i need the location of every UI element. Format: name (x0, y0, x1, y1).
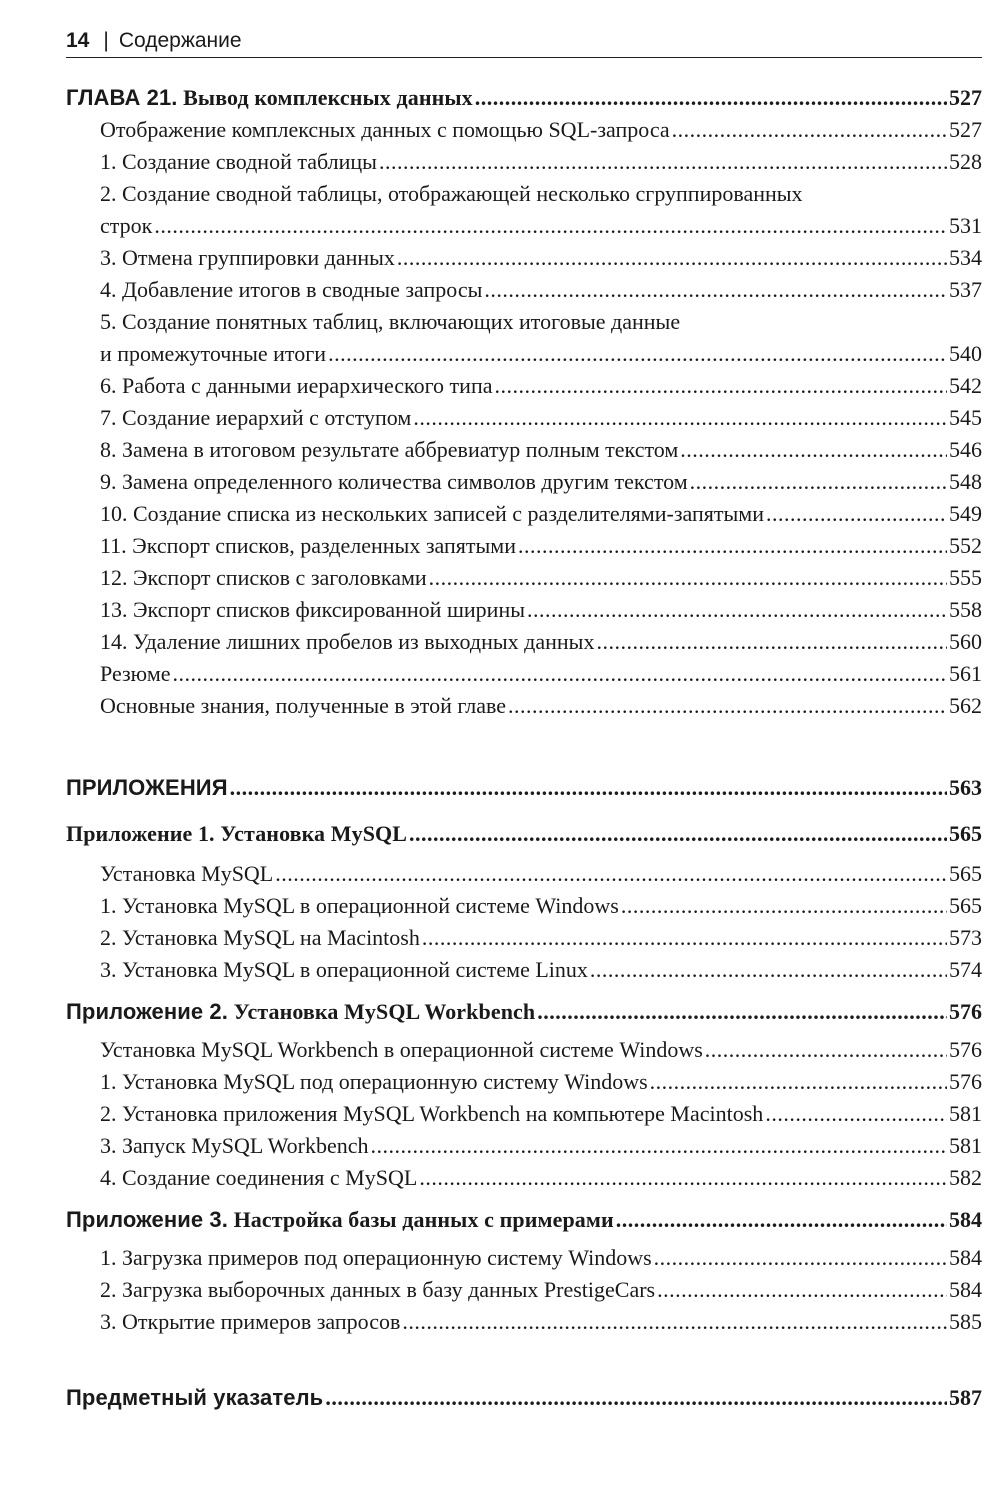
appendix-3-label: Приложение 3. (66, 1207, 228, 1232)
entry-title: 1. Создание сводной таблицы (100, 149, 377, 174)
entry-page: 560 (949, 629, 982, 654)
entry-page: 549 (949, 501, 982, 526)
table-of-contents (66, 82, 982, 1414)
entry-page: 534 (949, 245, 982, 270)
appendix-1-page: 565 (949, 821, 982, 846)
running-head (66, 28, 982, 58)
chapter-21-heading[interactable] (66, 82, 982, 114)
entry-title: 4. Создание соединения с MySQL (100, 1165, 418, 1190)
entry-title: Резюме (100, 661, 171, 686)
entry-page: 558 (949, 597, 982, 622)
toc-entry[interactable] (66, 274, 982, 306)
entry-page: 565 (949, 861, 982, 886)
entry-page: 582 (949, 1165, 982, 1190)
section-title: Содержание (118, 29, 242, 52)
entry-page: 527 (949, 117, 982, 142)
entry-title: 13. Экспорт списков фиксированной ширины (100, 597, 525, 622)
entry-page: 565 (949, 893, 982, 918)
entry-title: и промежуточные итоги (100, 341, 327, 366)
entry-title: 1. Загрузка примеров под операционную систему Windows (100, 1245, 652, 1270)
entry-page: 562 (949, 693, 982, 718)
entry-title: 14. Удаление лишних пробелов из выходных данных (100, 629, 595, 654)
appendix-2-title: Установка MySQL Workbench (233, 999, 536, 1024)
toc-entry[interactable] (66, 1306, 982, 1338)
toc-entry[interactable] (66, 858, 982, 890)
entry-title: 1. Установка MySQL в операционной системе Windows (100, 893, 619, 918)
toc-entry[interactable] (66, 1242, 982, 1274)
toc-entry[interactable] (66, 338, 982, 370)
appendix-1-label: Приложение 1. (66, 821, 215, 846)
appendix-3-heading[interactable] (66, 1204, 982, 1236)
toc-entry[interactable] (66, 626, 982, 658)
entry-page: 581 (949, 1101, 982, 1126)
toc-entry[interactable] (66, 466, 982, 498)
appendix-1-heading[interactable] (66, 818, 982, 850)
entry-page: 537 (949, 277, 982, 302)
entry-title: 9. Замена определенного количества символов другим текстом (100, 469, 688, 494)
entry-title: Основные знания, полученные в этой главе (100, 693, 507, 718)
entry-title: 3. Запуск MySQL Workbench (100, 1133, 369, 1158)
toc-entry[interactable] (66, 922, 982, 954)
entry-title: 2. Установка приложения MySQL Workbench на компьютере Macintosh (100, 1101, 764, 1126)
entry-page: 555 (949, 565, 982, 590)
entry-page: 561 (949, 661, 982, 686)
entry-title: 8. Замена в итоговом результате аббревиатур полным текстом (100, 437, 679, 462)
appendices-page: 563 (949, 775, 982, 800)
toc-entry[interactable] (66, 146, 982, 178)
toc-entry[interactable] (66, 1162, 982, 1194)
entry-page: 552 (949, 533, 982, 558)
entry-page: 573 (949, 925, 982, 950)
toc-entry[interactable] (66, 890, 982, 922)
appendix-2-label: Приложение 2. (66, 999, 228, 1024)
toc-entry[interactable] (66, 402, 982, 434)
entry-page: 548 (949, 469, 982, 494)
toc-entry[interactable] (66, 498, 982, 530)
entry-page: 546 (949, 437, 982, 462)
toc-entry[interactable] (66, 658, 982, 690)
entry-title: 1. Установка MySQL под операционную систему Windows (100, 1069, 648, 1094)
toc-entry[interactable] (66, 530, 982, 562)
entry-title: 11. Экспорт списков, разделенных запятыми (100, 533, 516, 558)
entry-page: 576 (949, 1037, 982, 1062)
entry-title: 3. Открытие примеров запросов (100, 1309, 401, 1334)
index-title: Предметный указатель (66, 1385, 324, 1410)
appendices-heading[interactable] (66, 772, 982, 804)
entry-title-line1[interactable]: 2. Создание сводной таблицы, отображающей несколько сгруппированных (100, 181, 803, 206)
header-separator: | (103, 29, 109, 52)
page-number: 14 (66, 29, 90, 52)
entry-page: 540 (949, 341, 982, 366)
entry-title: 2. Установка MySQL на Macintosh (100, 925, 420, 950)
entry-title: 4. Добавление итогов в сводные запросы (100, 277, 483, 302)
entry-page: 545 (949, 405, 982, 430)
entry-page: 576 (949, 1069, 982, 1094)
toc-entry[interactable] (66, 1034, 982, 1066)
entry-page: 584 (949, 1245, 982, 1270)
entry-title-line1[interactable]: 5. Создание понятных таблиц, включающих итоговые данные (100, 309, 681, 334)
entry-title: Установка MySQL (100, 861, 274, 886)
entry-title: Установка MySQL Workbench в операционной системе Windows (100, 1037, 703, 1062)
entry-page: 581 (949, 1133, 982, 1158)
appendices-title: ПРИЛОЖЕНИЯ (66, 775, 228, 800)
toc-entry[interactable] (66, 562, 982, 594)
toc-entry[interactable] (66, 954, 982, 986)
entry-page: 584 (949, 1277, 982, 1302)
toc-entry[interactable] (66, 1066, 982, 1098)
entry-title: 7. Создание иерархий с отступом (100, 405, 412, 430)
entry-title: строк (100, 213, 153, 238)
toc-entry[interactable] (66, 370, 982, 402)
entry-title: 6. Работа с данными иерархического типа (100, 373, 493, 398)
entry-page: 528 (949, 149, 982, 174)
entry-title: 12. Экспорт списков с заголовками (100, 565, 427, 590)
chapter-21-title: Вывод комплексных данных (183, 85, 473, 110)
chapter-21-page: 527 (949, 85, 982, 110)
entry-title: 3. Установка MySQL в операционной системе Linux (100, 957, 588, 982)
toc-entry[interactable] (66, 690, 982, 722)
toc-entry[interactable] (66, 1274, 982, 1306)
entry-page: 574 (949, 957, 982, 982)
appendix-1-title: Установка MySQL (220, 821, 408, 846)
entry-page: 585 (949, 1309, 982, 1334)
appendix-2-heading[interactable] (66, 996, 982, 1028)
toc-entry[interactable] (66, 594, 982, 626)
appendix-3-title: Настройка базы данных с примерами (233, 1207, 614, 1232)
entry-page: 542 (949, 373, 982, 398)
toc-entry[interactable] (66, 1098, 982, 1130)
entry-page: 531 (949, 213, 982, 238)
appendix-3-page: 584 (949, 1207, 982, 1232)
toc-entry[interactable] (66, 210, 982, 242)
entry-title: 2. Загрузка выборочных данных в базу данных PrestigeCars (100, 1277, 656, 1302)
appendix-2-page: 576 (949, 999, 982, 1024)
toc-entry[interactable] (66, 114, 982, 146)
index-heading[interactable] (66, 1382, 982, 1414)
toc-entry[interactable] (66, 434, 982, 466)
entry-title: 10. Создание списка из нескольких записей с разделителями-запятыми (100, 501, 764, 526)
entry-title: Отображение комплексных данных с помощью SQL-запроса (100, 117, 670, 142)
index-page: 587 (949, 1385, 982, 1410)
toc-entry[interactable] (66, 242, 982, 274)
chapter-21-label: ГЛАВА 21. (66, 85, 178, 110)
toc-entry[interactable] (66, 1130, 982, 1162)
entry-title: 3. Отмена группировки данных (100, 245, 395, 270)
leader-dots (475, 82, 947, 114)
